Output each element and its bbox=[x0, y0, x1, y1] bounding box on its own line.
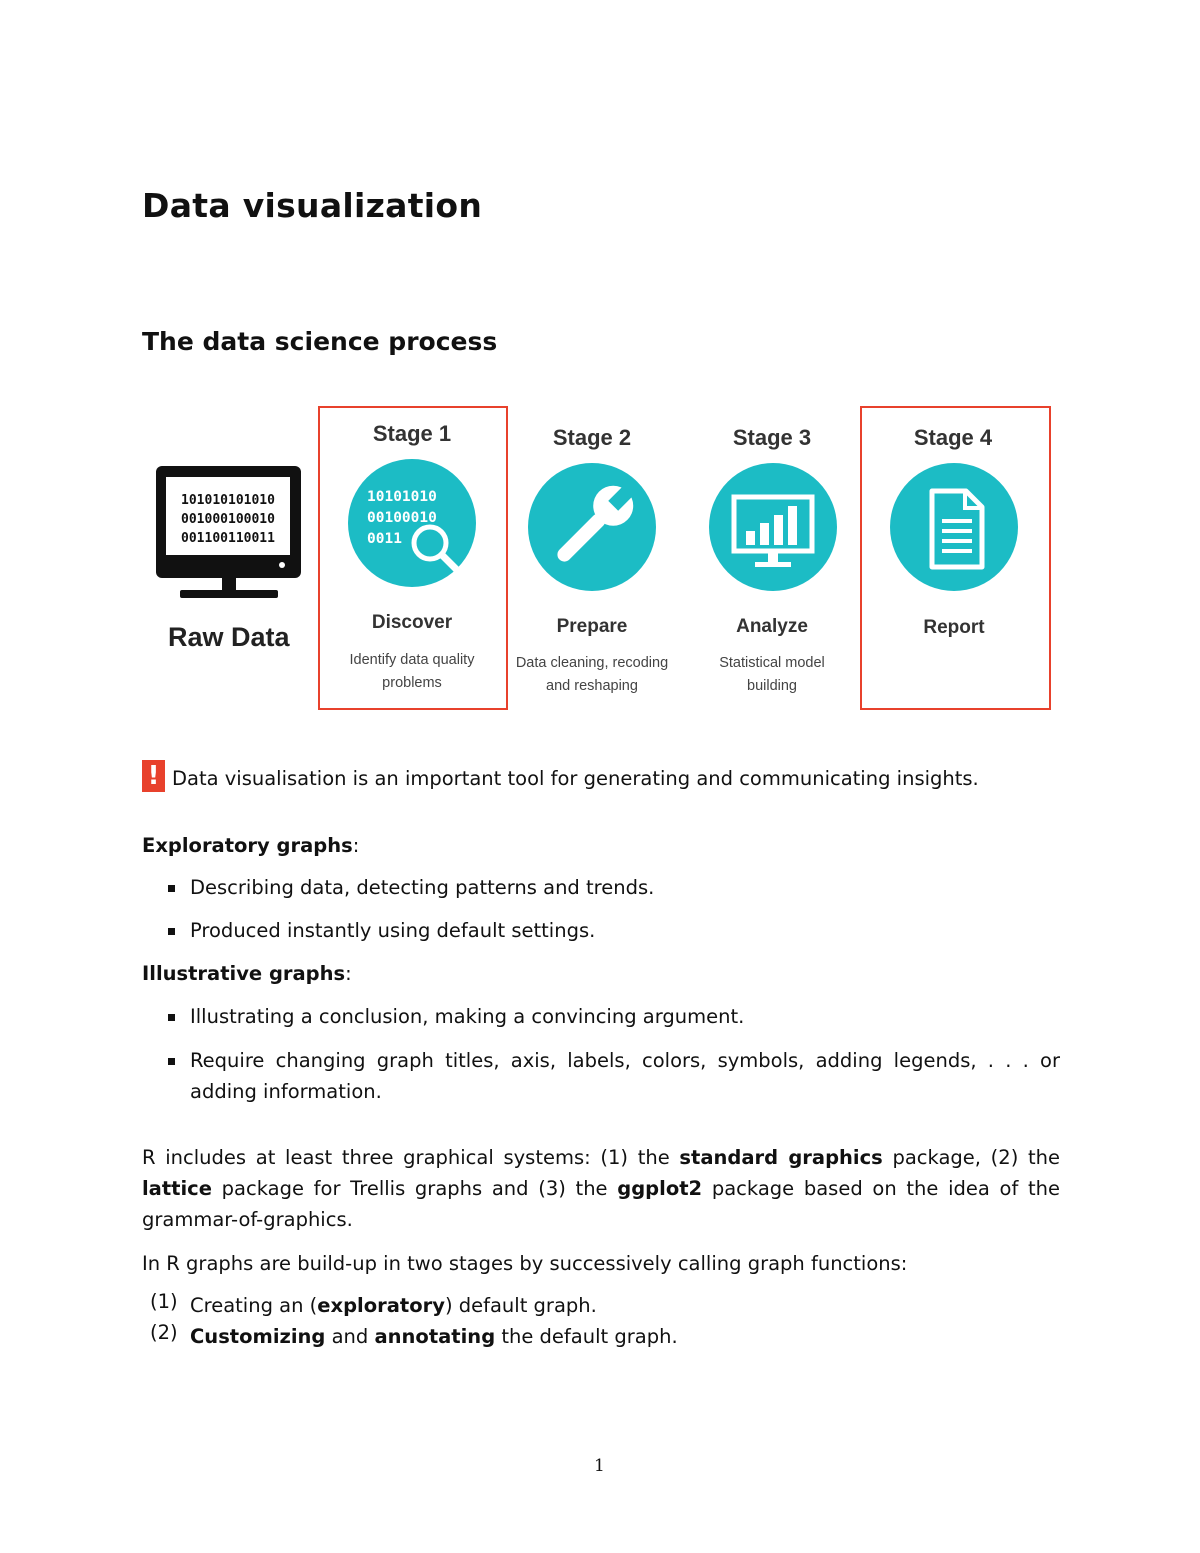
step-item: Customizing and annotating the default graph. bbox=[190, 1325, 678, 1348]
stage-2-title: Stage 2 bbox=[552, 425, 632, 450]
discover-binary-line: 00100010 bbox=[367, 510, 437, 526]
monitor-icon bbox=[156, 464, 302, 602]
raw-data-label: Raw Data bbox=[168, 622, 290, 652]
bullet-icon bbox=[168, 1014, 175, 1021]
stage-3-label: Analyze bbox=[736, 616, 808, 637]
step-number: (1) bbox=[150, 1290, 178, 1313]
step-number: (2) bbox=[150, 1321, 178, 1344]
stage-2-description: Data cleaning, recoding and reshaping bbox=[515, 655, 669, 694]
exploratory-heading: Exploratory graphs: bbox=[142, 834, 360, 857]
note-text: Data visualisation is an important tool for generating and communicating insights. bbox=[172, 767, 979, 790]
document-icon bbox=[890, 463, 1018, 591]
binary-line: 101010101010 bbox=[181, 493, 275, 508]
analyze-circle bbox=[709, 463, 837, 591]
report-circle bbox=[890, 463, 1018, 591]
bar-chart-monitor-icon bbox=[709, 463, 837, 591]
two-stages-paragraph: In R graphs are build-up in two stages by successively calling graph functions: bbox=[142, 1252, 908, 1275]
stage-2-label: Prepare bbox=[556, 616, 628, 637]
step-item: Creating an (exploratory) default graph. bbox=[190, 1294, 597, 1317]
page-title: Data visualization bbox=[142, 186, 483, 225]
bullet-icon bbox=[168, 885, 175, 892]
wrench-icon bbox=[528, 463, 656, 591]
stage-3-title: Stage 3 bbox=[732, 425, 812, 450]
page-number: 1 bbox=[594, 1456, 605, 1476]
list-item: Produced instantly using default settings. bbox=[190, 919, 596, 942]
discover-binary-line: 10101010 bbox=[367, 489, 437, 505]
list-item: Require changing graph titles, axis, labels, colors, symbols, adding legends, . . . or adding information. bbox=[190, 1049, 1060, 1103]
binary-line: 001100110011 bbox=[181, 531, 275, 546]
magnifier-binary-icon bbox=[348, 459, 476, 587]
stage-4-label: Report bbox=[923, 617, 985, 638]
section-title: The data science process bbox=[142, 327, 498, 356]
bullet-icon bbox=[168, 1058, 175, 1065]
bullet-icon bbox=[168, 928, 175, 935]
stage-3-description: Statistical model building bbox=[719, 655, 825, 694]
stage-4-title: Stage 4 bbox=[913, 425, 993, 450]
discover-binary-line: 0011 bbox=[367, 531, 402, 547]
stage-1-title: Stage 1 bbox=[372, 421, 452, 446]
list-item: Describing data, detecting patterns and trends. bbox=[190, 876, 655, 899]
discover-circle bbox=[348, 459, 476, 587]
illustrative-heading: Illustrative graphs: bbox=[142, 962, 352, 985]
prepare-circle bbox=[528, 463, 656, 591]
stage-1-label: Discover bbox=[371, 612, 453, 633]
list-item: Illustrating a conclusion, making a convincing argument. bbox=[190, 1005, 745, 1028]
stage-1-description: Identify data quality problems bbox=[349, 652, 475, 691]
warning-icon: ! bbox=[142, 760, 165, 792]
binary-line: 001000100010 bbox=[181, 512, 275, 527]
graphics-systems-paragraph: R includes at least three graphical systems: (1) the standard graphics package, (2) the lattice package for Trellis graphs and (3) the ggplot2 package based on the idea of the grammar-of-graphics. bbox=[142, 1146, 1061, 1231]
